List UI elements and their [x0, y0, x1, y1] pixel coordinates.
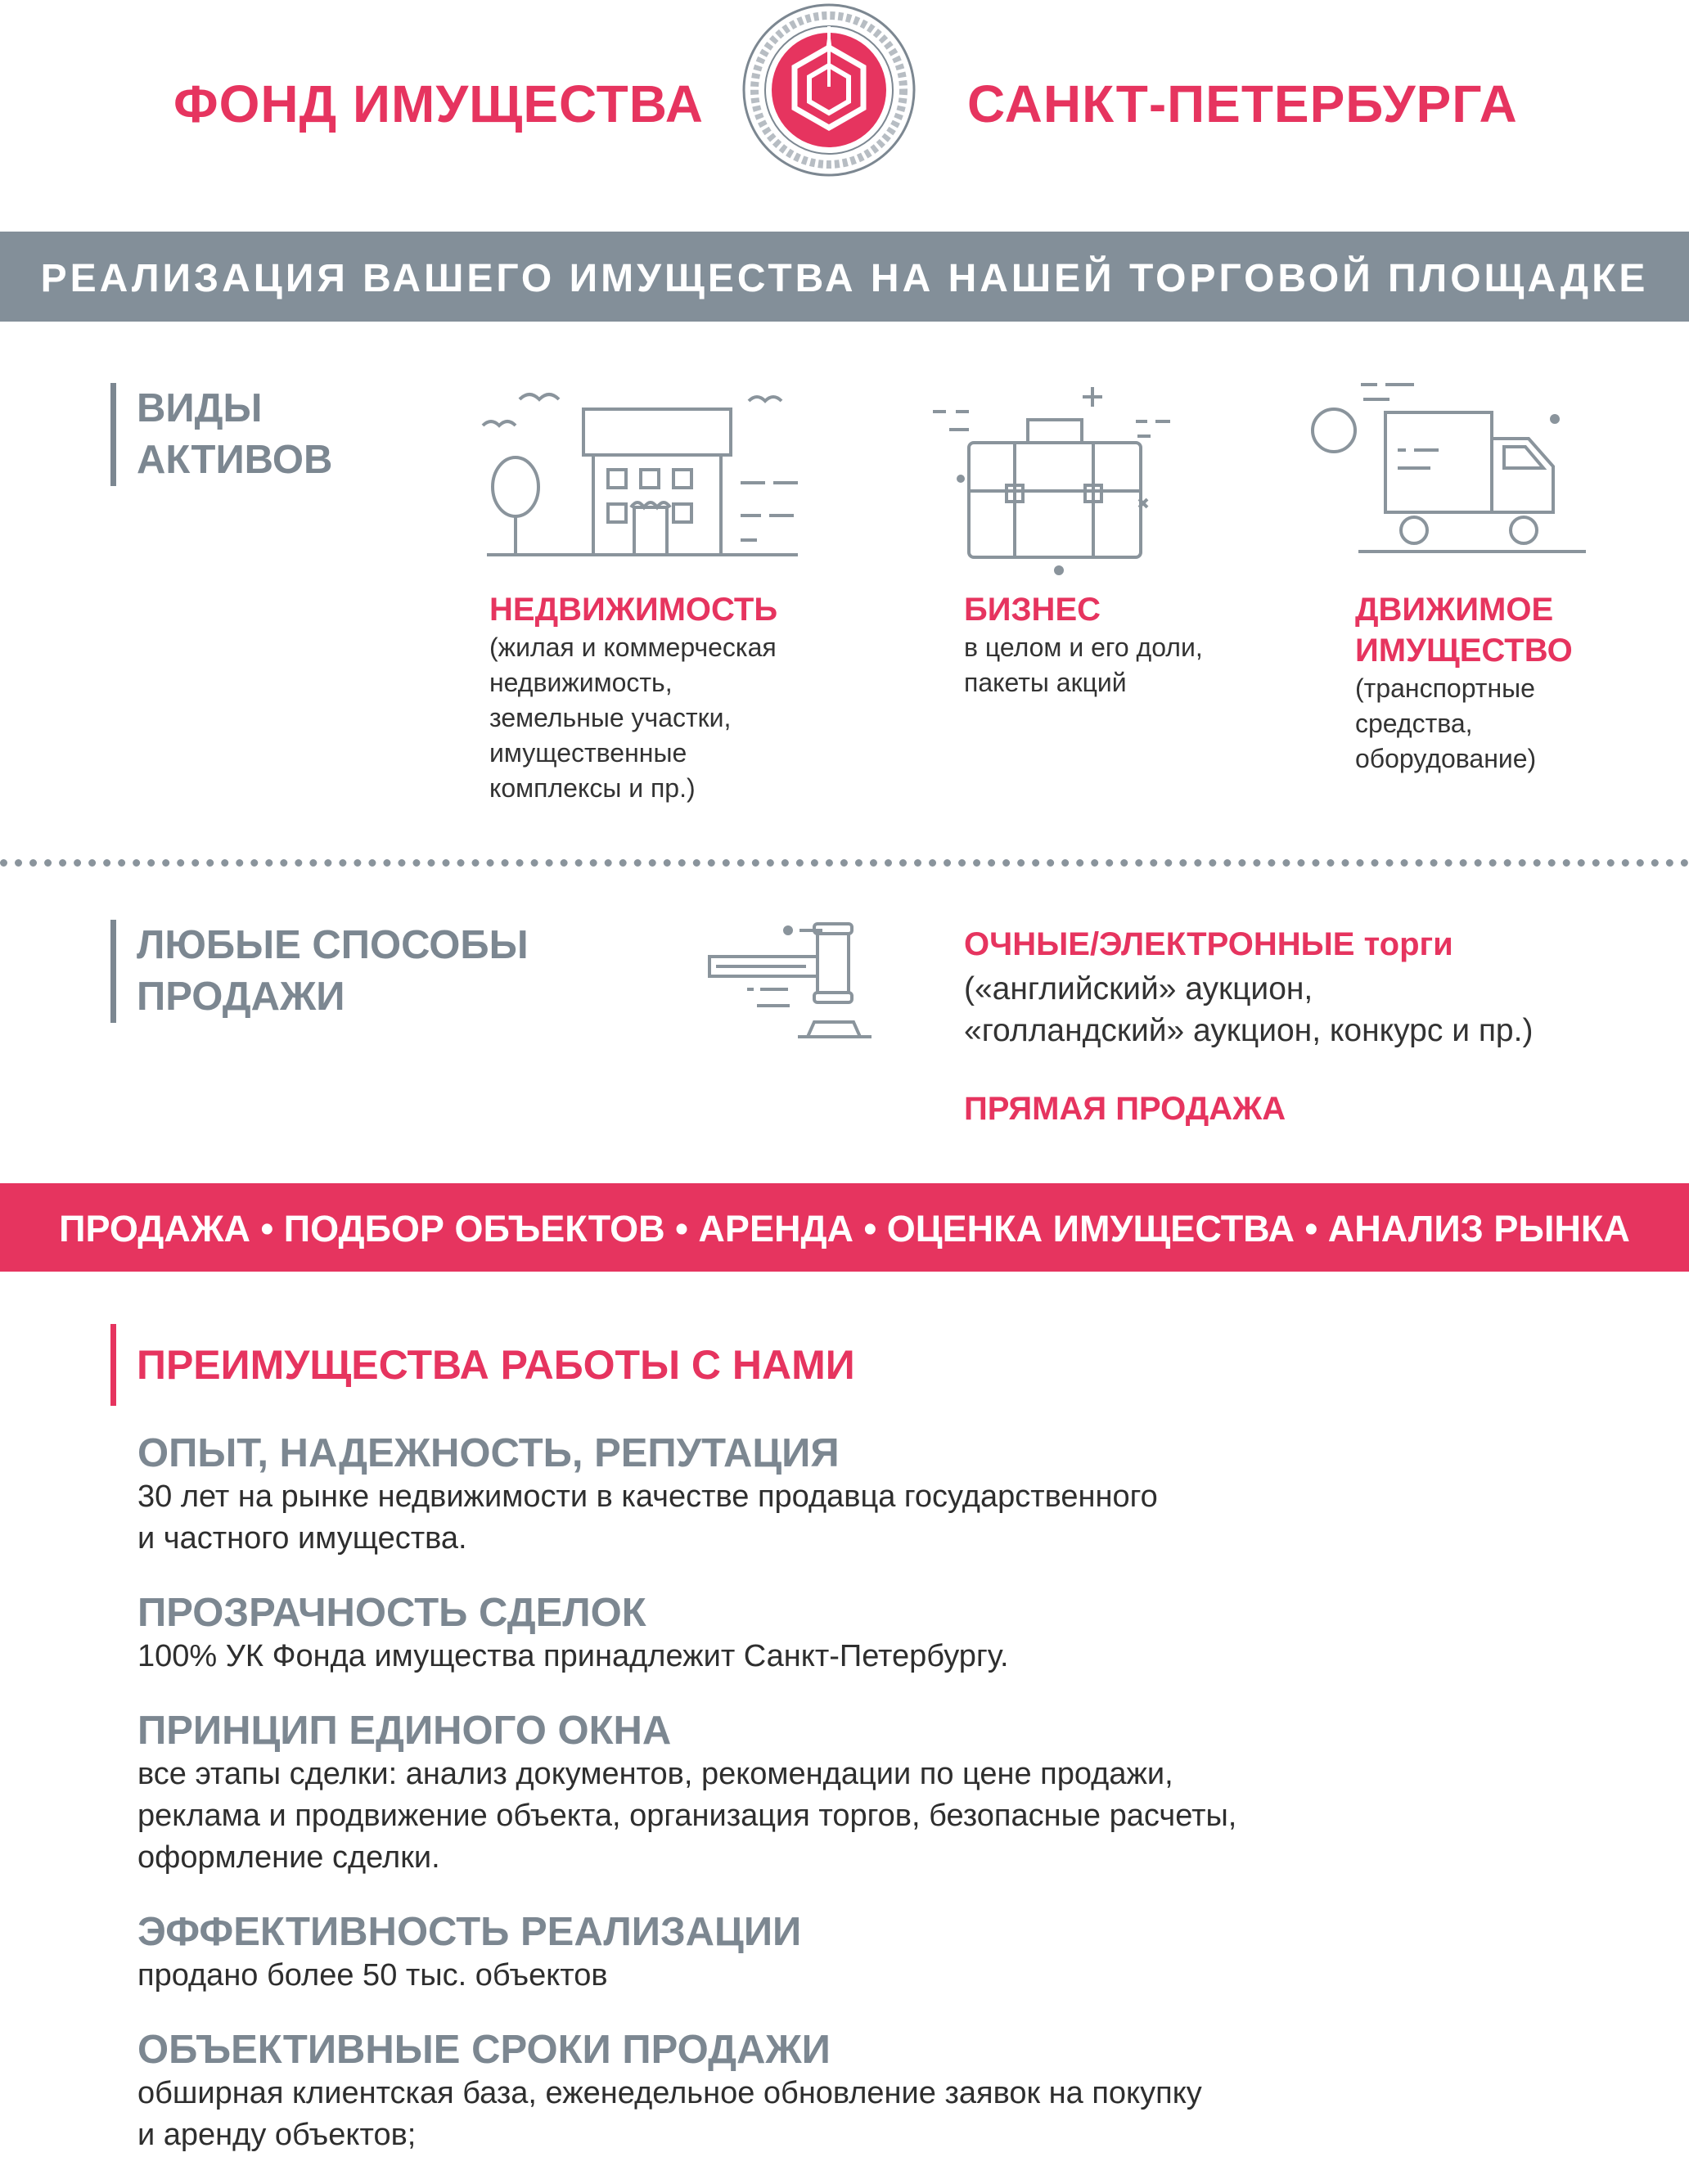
advantage-text: обширная клиентская база, еженедельное обновление заявок на покупку — [137, 2076, 1202, 2110]
brand-name-left: ФОНД ИМУЩЕСТВА — [173, 74, 704, 133]
asset-business-desc-1: в целом и его доли, — [964, 633, 1203, 662]
asset-real-estate-desc-1: (жилая и коммерческая — [489, 633, 777, 662]
building-icon — [471, 385, 806, 561]
brand-name-right: САНКТ-ПЕТЕРБУРГА — [967, 74, 1518, 133]
advantage-item — [137, 2027, 1660, 2156]
auction-label-bold: ОЧНЫЕ/ЭЛЕКТРОННЫЕ — [964, 926, 1355, 962]
asset-business-title: БИЗНЕС — [964, 592, 1101, 628]
services-banner — [0, 1183, 1689, 1272]
asset-real-estate-desc-5: комплексы и пр.) — [489, 773, 696, 803]
auction-desc-1: («английский» аукцион, — [964, 971, 1313, 1006]
auction-label — [964, 926, 1668, 963]
advantage-title: ПРИНЦИП ЕДИНОГО ОКНА — [137, 1709, 672, 1753]
truck-icon — [1308, 378, 1602, 558]
asset-movable-desc-1: (транспортные — [1355, 673, 1535, 703]
dotted-divider — [0, 859, 1689, 867]
asset-real-estate-title: НЕДВИЖИМОСТЬ — [489, 592, 778, 628]
auction-label-rest: торги — [1363, 926, 1453, 962]
asset-movable-desc-3: оборудование) — [1355, 744, 1537, 773]
gavel-icon — [708, 921, 888, 1043]
top-banner-text: РЕАЛИЗАЦИЯ ВАШЕГО ИМУЩЕСТВА НА НАШЕЙ ТОРГОВОЙ ПЛОЩАДКЕ — [40, 257, 1649, 300]
sales-heading — [110, 920, 529, 1023]
advantage-text: продано более 50 тыс. объектов — [137, 1958, 608, 1993]
asset-movable-title-2: ИМУЩЕСТВО — [1355, 633, 1573, 669]
advantage-text: реклама и продвижение объекта, организация торгов, безопасные расчеты, — [137, 1799, 1237, 1833]
asset-real-estate-desc-3: земельные участки, — [489, 703, 732, 732]
advantage-title: ОПЫТ, НАДЕЖНОСТЬ, РЕПУТАЦИЯ — [137, 1431, 840, 1475]
sales-methods — [964, 926, 1668, 1128]
direct-sale-label: ПРЯМАЯ ПРОДАЖА — [964, 1091, 1286, 1127]
asset-business — [964, 589, 1291, 700]
fund-seal-logo — [741, 2, 917, 178]
sales-heading-line1: ЛЮБЫЕ СПОСОБЫ — [137, 923, 529, 967]
asset-movable-desc-2: средства, — [1355, 709, 1473, 738]
advantages-list — [137, 1430, 1660, 2156]
advantage-text: 100% УК Фонда имущества принадлежит Санкт-Петербургу. — [137, 1639, 1009, 1673]
advantage-item — [137, 1708, 1660, 1879]
asset-movable — [1355, 589, 1666, 777]
advantage-title: ОБЪЕКТИВНЫЕ СРОКИ ПРОДАЖИ — [137, 2028, 831, 2072]
assets-heading-line1: ВИДЫ — [137, 386, 263, 430]
advantages-heading: ПРЕИМУЩЕСТВА РАБОТЫ С НАМИ — [110, 1324, 855, 1406]
asset-business-desc-2: пакеты акций — [964, 668, 1127, 697]
assets-heading-line2: АКТИВОВ — [137, 438, 333, 482]
top-banner — [0, 232, 1689, 322]
advantage-item — [137, 1590, 1660, 1677]
advantage-text: все этапы сделки: анализ документов, рекомендации по цене продажи, — [137, 1757, 1173, 1791]
briefcase-icon — [933, 381, 1178, 581]
advantage-text: и частного имущества. — [137, 1521, 467, 1556]
advantage-text: 30 лет на рынке недвижимости в качестве продавца государственного — [137, 1479, 1158, 1514]
advantage-title: ЭФФЕКТИВНОСТЬ РЕАЛИЗАЦИИ — [137, 1910, 802, 1954]
asset-real-estate-desc-4: имущественные — [489, 738, 687, 768]
advantage-text: и аренду объектов; — [137, 2118, 417, 2152]
services-banner-text: ПРОДАЖА • ПОДБОР ОБЪЕКТОВ • АРЕНДА • ОЦЕНКА ИМУЩЕСТВА • АНАЛИЗ РЫНКА — [59, 1208, 1630, 1250]
advantage-item — [137, 1909, 1660, 1997]
auction-desc-2: «голландский» аукцион, конкурс и пр.) — [964, 1013, 1534, 1048]
asset-real-estate — [489, 589, 833, 806]
advantage-item — [137, 1430, 1660, 1560]
assets-heading — [110, 383, 332, 486]
sales-heading-line2: ПРОДАЖИ — [137, 975, 345, 1019]
asset-movable-title-1: ДВИЖИМОЕ — [1355, 592, 1554, 628]
advantage-text: оформление сделки. — [137, 1840, 440, 1875]
advantage-title: ПРОЗРАЧНОСТЬ СДЕЛОК — [137, 1591, 646, 1635]
asset-real-estate-desc-2: недвижимость, — [489, 668, 673, 697]
